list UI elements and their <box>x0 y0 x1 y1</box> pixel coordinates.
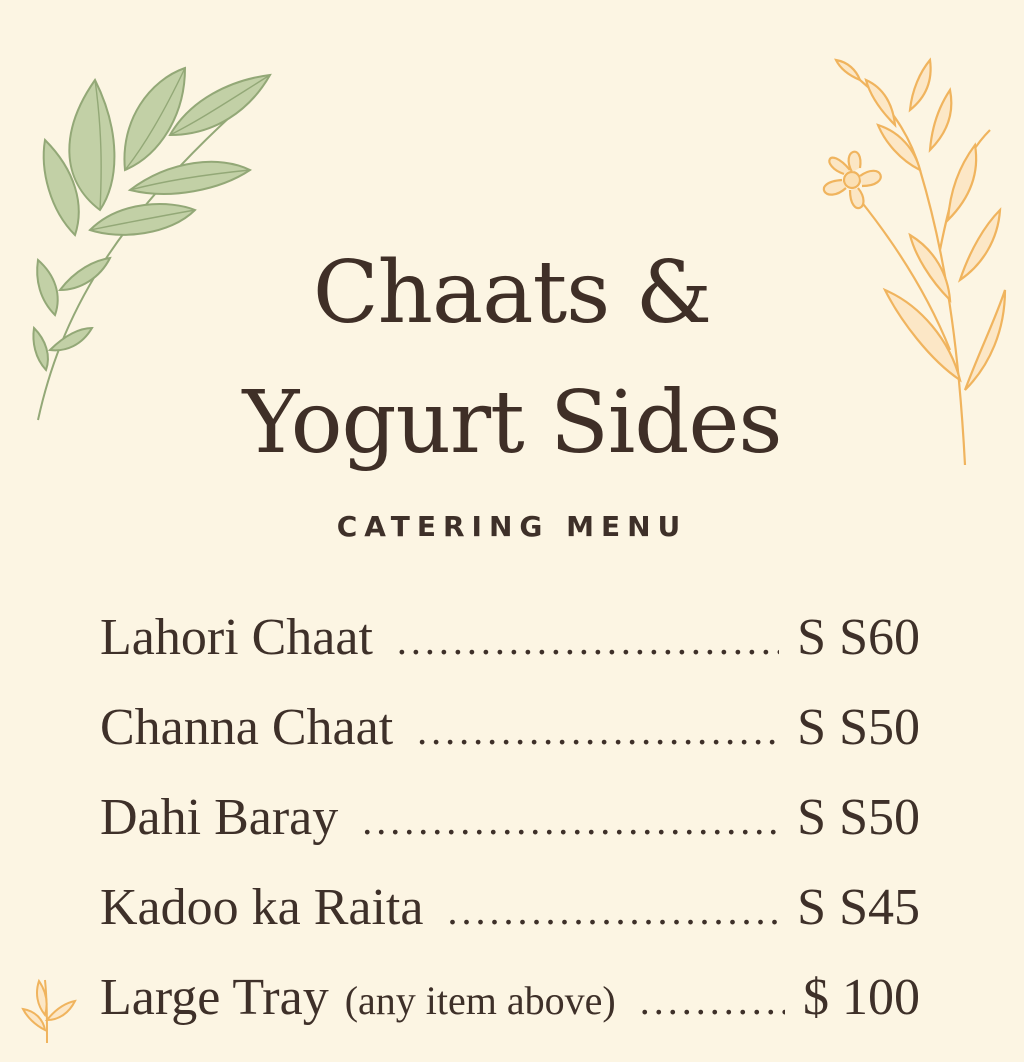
menu-item-name: Large Tray <box>100 969 329 1026</box>
menu-item <box>100 789 920 882</box>
menu-item-name: Kadoo ka Raita <box>100 879 424 936</box>
menu-item-name: Dahi Baray <box>100 789 339 846</box>
page-title-line-1: Chaats & <box>312 243 712 343</box>
dot-leader <box>417 711 779 751</box>
menu-subtitle: CATERING MENU <box>336 510 688 543</box>
menu-item <box>100 609 920 702</box>
menu-item-name: Channa Chaat <box>100 699 394 756</box>
menu-item-price: S S45 <box>797 879 920 936</box>
small-sprig-icon <box>15 975 85 1043</box>
menu-list <box>100 609 920 1062</box>
menu-item <box>100 879 920 972</box>
menu-item-price: S S50 <box>797 699 920 756</box>
dot-leader <box>397 621 779 661</box>
menu-item <box>100 699 920 792</box>
menu-item-name: Lahori Chaat <box>100 609 373 666</box>
menu-item-price: S S50 <box>797 789 920 846</box>
menu-item <box>100 969 920 1062</box>
menu-item-price: $ 100 <box>803 969 920 1026</box>
page-title-line-2: Yogurt Sides <box>242 373 782 473</box>
dot-leader <box>362 801 779 841</box>
menu-item-price: S S60 <box>797 609 920 666</box>
dot-leader <box>640 981 785 1021</box>
dot-leader <box>447 891 779 931</box>
menu-item-note: (any item above) <box>344 978 616 1023</box>
